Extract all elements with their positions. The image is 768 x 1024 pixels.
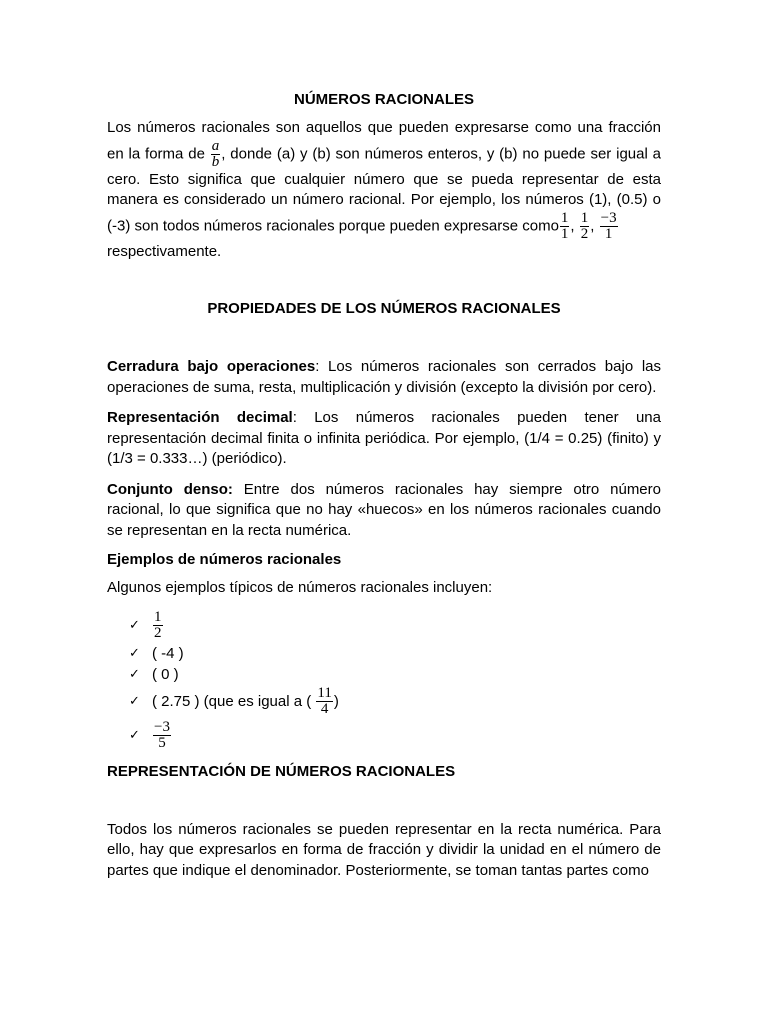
separator: : [292,409,315,426]
example-text: ( 2.75 ) (que es igual a ( [152,692,316,710]
intro-text-b: , donde (a) y (b) son números enteros, y (b) no puede ser igual a cero. Esto significa que cualquier número que se pueda representar de esta manera es considerado un número racional. Por ejemplo, los números (1), (0.5) o (-3) son todos números racionales porque pueden expresarse como [107,144,662,234]
fraction-numerator: a [211,137,220,154]
property-text: Entre dos números racionales hay siempre otro número racional, lo que significa que no hay «huecos» en los números racionales cuando se representan en la recta numérica. [107,480,661,539]
fraction-1-2 [153,610,163,641]
checkmark-icon: ✓ [129,727,140,743]
intro-text-c: respectivamente. [107,242,222,260]
intro-paragraph [107,118,661,262]
checkmark-icon: ✓ [129,617,140,633]
example-text: ) [333,692,339,710]
separator: , [570,216,579,234]
fraction-numerator: 1 [560,209,569,226]
fraction-denominator: 1 [604,225,613,242]
separator: , [590,216,599,234]
page-title: NÚMEROS RACIONALES [293,91,474,108]
property-paragraph [107,408,661,470]
fraction-denominator: 2 [580,225,589,242]
property-term: Representación decimal [107,409,293,426]
checkmark-icon: ✓ [129,666,140,682]
ejemplos-intro: Algunos ejemplos típicos de números racionales incluyen: [107,579,493,596]
fraction-denominator: 4 [320,701,329,718]
checkmark-icon: ✓ [129,645,140,661]
property-term: Cerradura bajo operaciones [107,358,316,375]
fraction-numerator: −3 [600,209,617,226]
example-text: ( 0 ) [152,665,179,683]
separator: : [315,358,329,375]
examples-list [107,609,661,753]
list-item [129,719,661,753]
separator [233,481,244,498]
fraction-denominator: b [211,153,220,170]
list-item [129,664,661,685]
fraction-1-2 [580,211,590,242]
fraction-numerator: 1 [580,209,589,226]
property-term: Conjunto denso: [107,480,233,498]
property-paragraph [107,357,661,398]
checkmark-icon: ✓ [129,693,140,709]
example-text: ( -4 ) [152,644,184,662]
subsection-title-ejemplos: Ejemplos de números racionales [107,551,342,568]
fraction-a-over-b [211,139,221,170]
fraction-numerator: 1 [154,609,162,626]
list-item [129,643,661,664]
fraction-denominator: 5 [158,735,166,752]
document-content [107,90,661,891]
fraction-numerator: −3 [154,719,170,736]
fraction-minus3-5 [153,720,171,751]
property-text: Los números racionales pueden tener una representación decimal finita o infinita periódica. Por ejemplo, (1/4 = 0.25) (finito) y (1/3 = 0.333…) (periódico). [107,409,661,467]
representacion-paragraph: Todos los números racionales se pueden representar en la recta numérica. Para ello, hay que expresarlos en forma de fracción y dividir la unidad en el número de partes que indique el denominador. Posteriormente, se toman tantas partes como [107,820,661,879]
section-title-representacion: REPRESENTACIÓN DE NÚMEROS RACIONALES [107,762,456,780]
fraction-numerator: 11 [317,685,332,702]
property-text: Los números racionales son cerrados bajo las operaciones de suma, resta, multiplicación y división (excepto la división por cero). [107,358,661,396]
property-paragraph [107,480,661,542]
list-item [129,685,661,719]
fraction-1-1 [560,211,570,242]
list-item [129,609,661,643]
fraction-minus3-1 [600,211,618,242]
fraction-denominator: 1 [560,225,569,242]
fraction-11-4 [316,686,332,717]
section-title-propiedades: PROPIEDADES DE LOS NÚMEROS RACIONALES [207,300,561,317]
fraction-denominator: 2 [154,625,162,642]
intro-text-a: Los números racionales son aquellos que pueden expresarse como una fracción en la forma de [107,119,661,162]
